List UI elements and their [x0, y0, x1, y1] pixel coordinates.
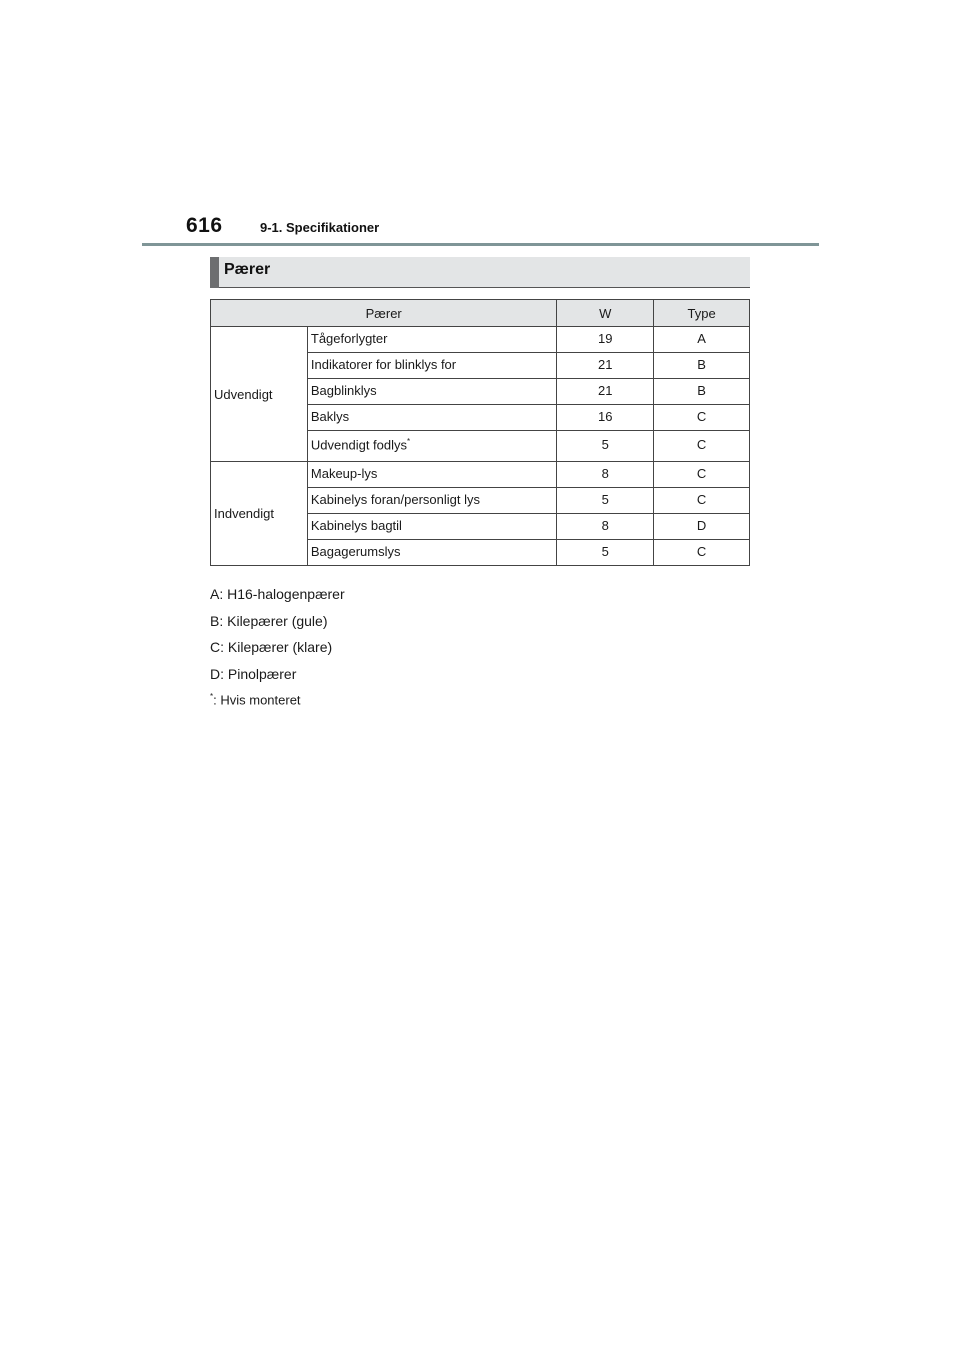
bulb-watt: 19	[557, 327, 654, 353]
bulb-type: B	[654, 353, 750, 379]
bulb-type: A	[654, 327, 750, 353]
legend-item: A: H16-halogenpærer	[210, 586, 345, 602]
bulb-watt: 5	[557, 488, 654, 514]
group-exterior: Udvendigt	[211, 327, 308, 462]
legend-item: C: Kilepærer (klare)	[210, 639, 333, 655]
bulb-type: C	[654, 462, 750, 488]
bulb-watt: 8	[557, 462, 654, 488]
section-heading	[210, 257, 750, 288]
bulb-watt: 16	[557, 405, 654, 431]
legend-item: D: Pinolpærer	[210, 666, 297, 682]
bulb-name: Bagagerumslys	[307, 540, 557, 566]
header-bulbs: Pærer	[211, 300, 557, 327]
table-row	[211, 462, 750, 488]
footnote	[210, 692, 301, 707]
group-interior: Indvendigt	[211, 462, 308, 566]
bulb-type: C	[654, 431, 750, 462]
bulb-watt: 5	[557, 431, 654, 462]
legend-item: B: Kilepærer (gule)	[210, 613, 328, 629]
header-watt: W	[557, 300, 654, 327]
bulb-watt: 5	[557, 540, 654, 566]
bulb-name: Makeup-lys	[307, 462, 557, 488]
bulb-type: C	[654, 405, 750, 431]
bulb-spec-table	[210, 299, 750, 566]
bulb-watt: 21	[557, 379, 654, 405]
chapter-title: 9-1. Specifikationer	[260, 220, 380, 235]
bulb-name: Kabinelys foran/personligt lys	[307, 488, 557, 514]
table-row	[211, 327, 750, 353]
footnote-mark: *	[210, 692, 214, 701]
bulb-name: Indikatorer for blinklys for	[307, 353, 557, 379]
footnote-text: : Hvis monteret	[213, 692, 301, 708]
bulb-type: C	[654, 540, 750, 566]
footnote-marker: *	[407, 437, 411, 446]
bulb-type: D	[654, 514, 750, 540]
bulb-name: Baklys	[307, 405, 557, 431]
bulb-name: Kabinelys bagtil	[307, 514, 557, 540]
page-number: 616	[186, 214, 223, 237]
bulb-name: Udvendigt fodlys	[310, 437, 408, 453]
bulb-watt: 8	[557, 514, 654, 540]
bulb-name-cell	[307, 431, 557, 462]
table-header-row	[211, 300, 750, 327]
bulb-type: B	[654, 379, 750, 405]
bulb-name: Tågeforlygter	[307, 327, 557, 353]
section-heading-bar	[210, 257, 219, 288]
bulb-type: C	[654, 488, 750, 514]
section-title: Pærer	[224, 261, 271, 278]
header-divider	[142, 243, 819, 246]
bulb-watt: 21	[557, 353, 654, 379]
bulb-name: Bagblinklys	[307, 379, 557, 405]
header-type: Type	[654, 300, 750, 327]
